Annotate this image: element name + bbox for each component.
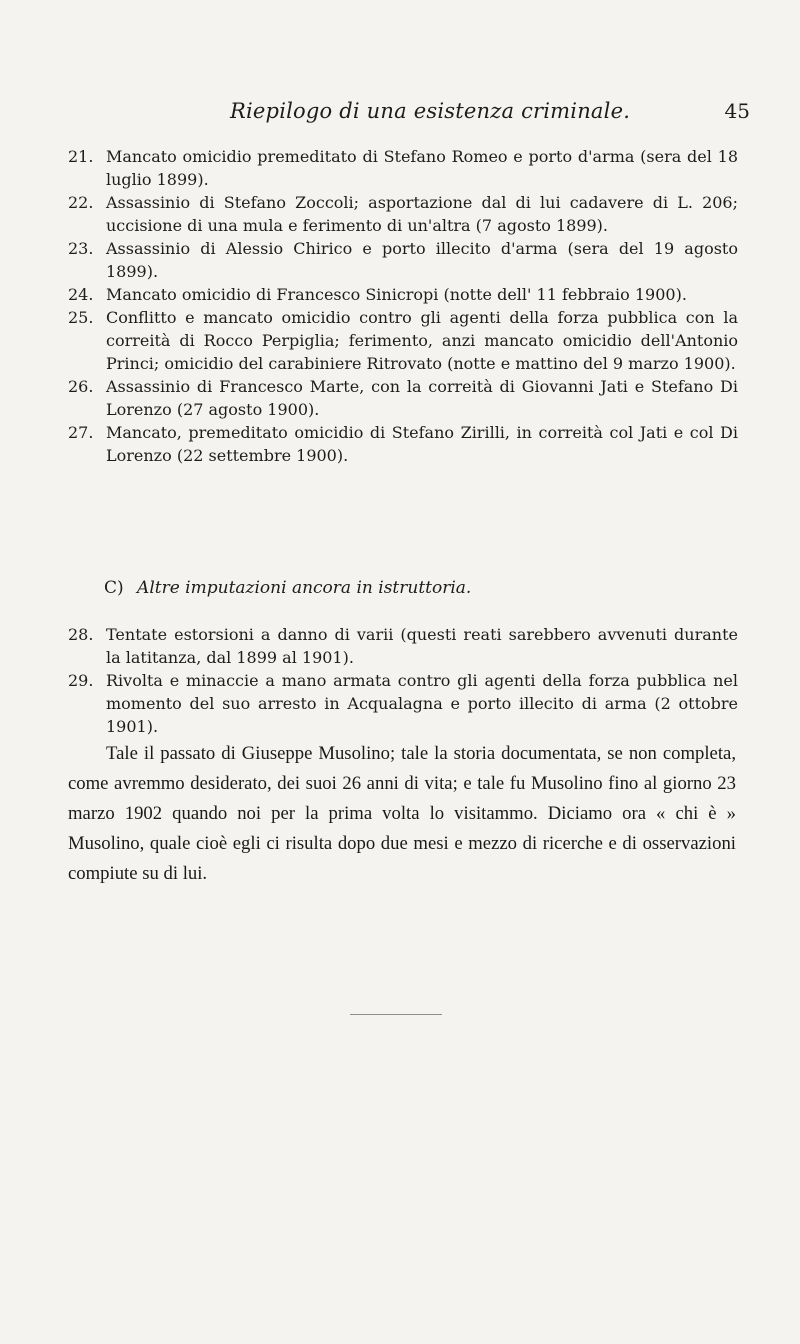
item-number: 22. [68,193,94,212]
item-number: 21. [68,147,94,166]
item-number: 26. [68,377,94,396]
item-number: 25. [68,308,94,327]
charges-list-second [68,623,738,738]
item-number: 27. [68,423,94,442]
list-item [68,669,738,738]
item-number: 24. [68,285,94,304]
charges-list-first [68,145,738,467]
item-text: Mancato, premeditato omicidio di Stefano Zirilli, in correità col Jati e col Di Lorenzo (22 settembre 1900). [106,423,738,465]
item-text: Mancato omicidio premeditato di Stefano Romeo e porto d'arma (sera del 18 luglio 1899). [106,147,738,189]
list-item [68,421,738,467]
item-text: Assassinio di Stefano Zoccoli; asportazione dal di lui cadavere di L. 206; uccisione di una mula e ferimento di un'altra (7 agosto 1899). [106,193,738,235]
item-number: 29. [68,671,94,690]
closing-paragraph: Tale il passato di Giuseppe Musolino; tale la storia documentata, se non completa, come avremmo desiderato, dei suoi 26 anni di vita; e tale fu Musolino fino al giorno 23 marzo 1902 quando noi per la prima volta lo visitammo. Diciamo ora « chi è » Musolino, quale cioè egli ci risulta dopo due mesi e mezzo di ricerche e di osservazioni compiute su di lui. [68,743,736,884]
item-text: Assassinio di Francesco Marte, con la correità di Giovanni Jati e Stefano Di Lorenzo (27 agosto 1900). [106,377,738,419]
item-text: Assassinio di Alessio Chirico e porto illecito d'arma (sera del 19 agosto 1899). [106,239,738,281]
list-item [68,283,738,306]
section-letter: C) [104,578,124,598]
item-text: Tentate estorsioni a danno di varii (questi reati sarebbero avvenuti durante la latitanza, dal 1899 al 1901). [106,625,738,667]
bottom-rule [350,1014,442,1015]
list-item [68,145,738,191]
list-item [68,237,738,283]
item-number: 23. [68,239,94,258]
page-number: 45 [724,99,750,123]
running-title: Riepilogo di una esistenza criminale. [230,99,631,123]
list-item [68,191,738,237]
section-heading [104,578,471,598]
page-header [60,99,760,129]
list-item [68,623,738,669]
item-text: Conflitto e mancato omicidio contro gli agenti della forza pubblica con la correità di Rocco Perpiglia; ferimento, anzi mancato omicidio dell'Antonio Princi; omicidio del carabiniere Ritrovato (notte e mattino del 9 marzo 1900). [106,308,738,373]
list-item [68,375,738,421]
item-text: Mancato omicidio di Francesco Sinicropi (notte dell' 11 febbraio 1900). [106,285,687,304]
list-item [68,306,738,375]
section-title: Altre imputazioni ancora in istruttoria. [137,578,472,598]
item-text: Rivolta e minaccie a mano armata contro gli agenti della forza pubblica nel momento del suo arresto in Acqualagna e porto illecito di arma (2 ottobre 1901). [106,671,738,736]
item-number: 28. [68,625,94,644]
